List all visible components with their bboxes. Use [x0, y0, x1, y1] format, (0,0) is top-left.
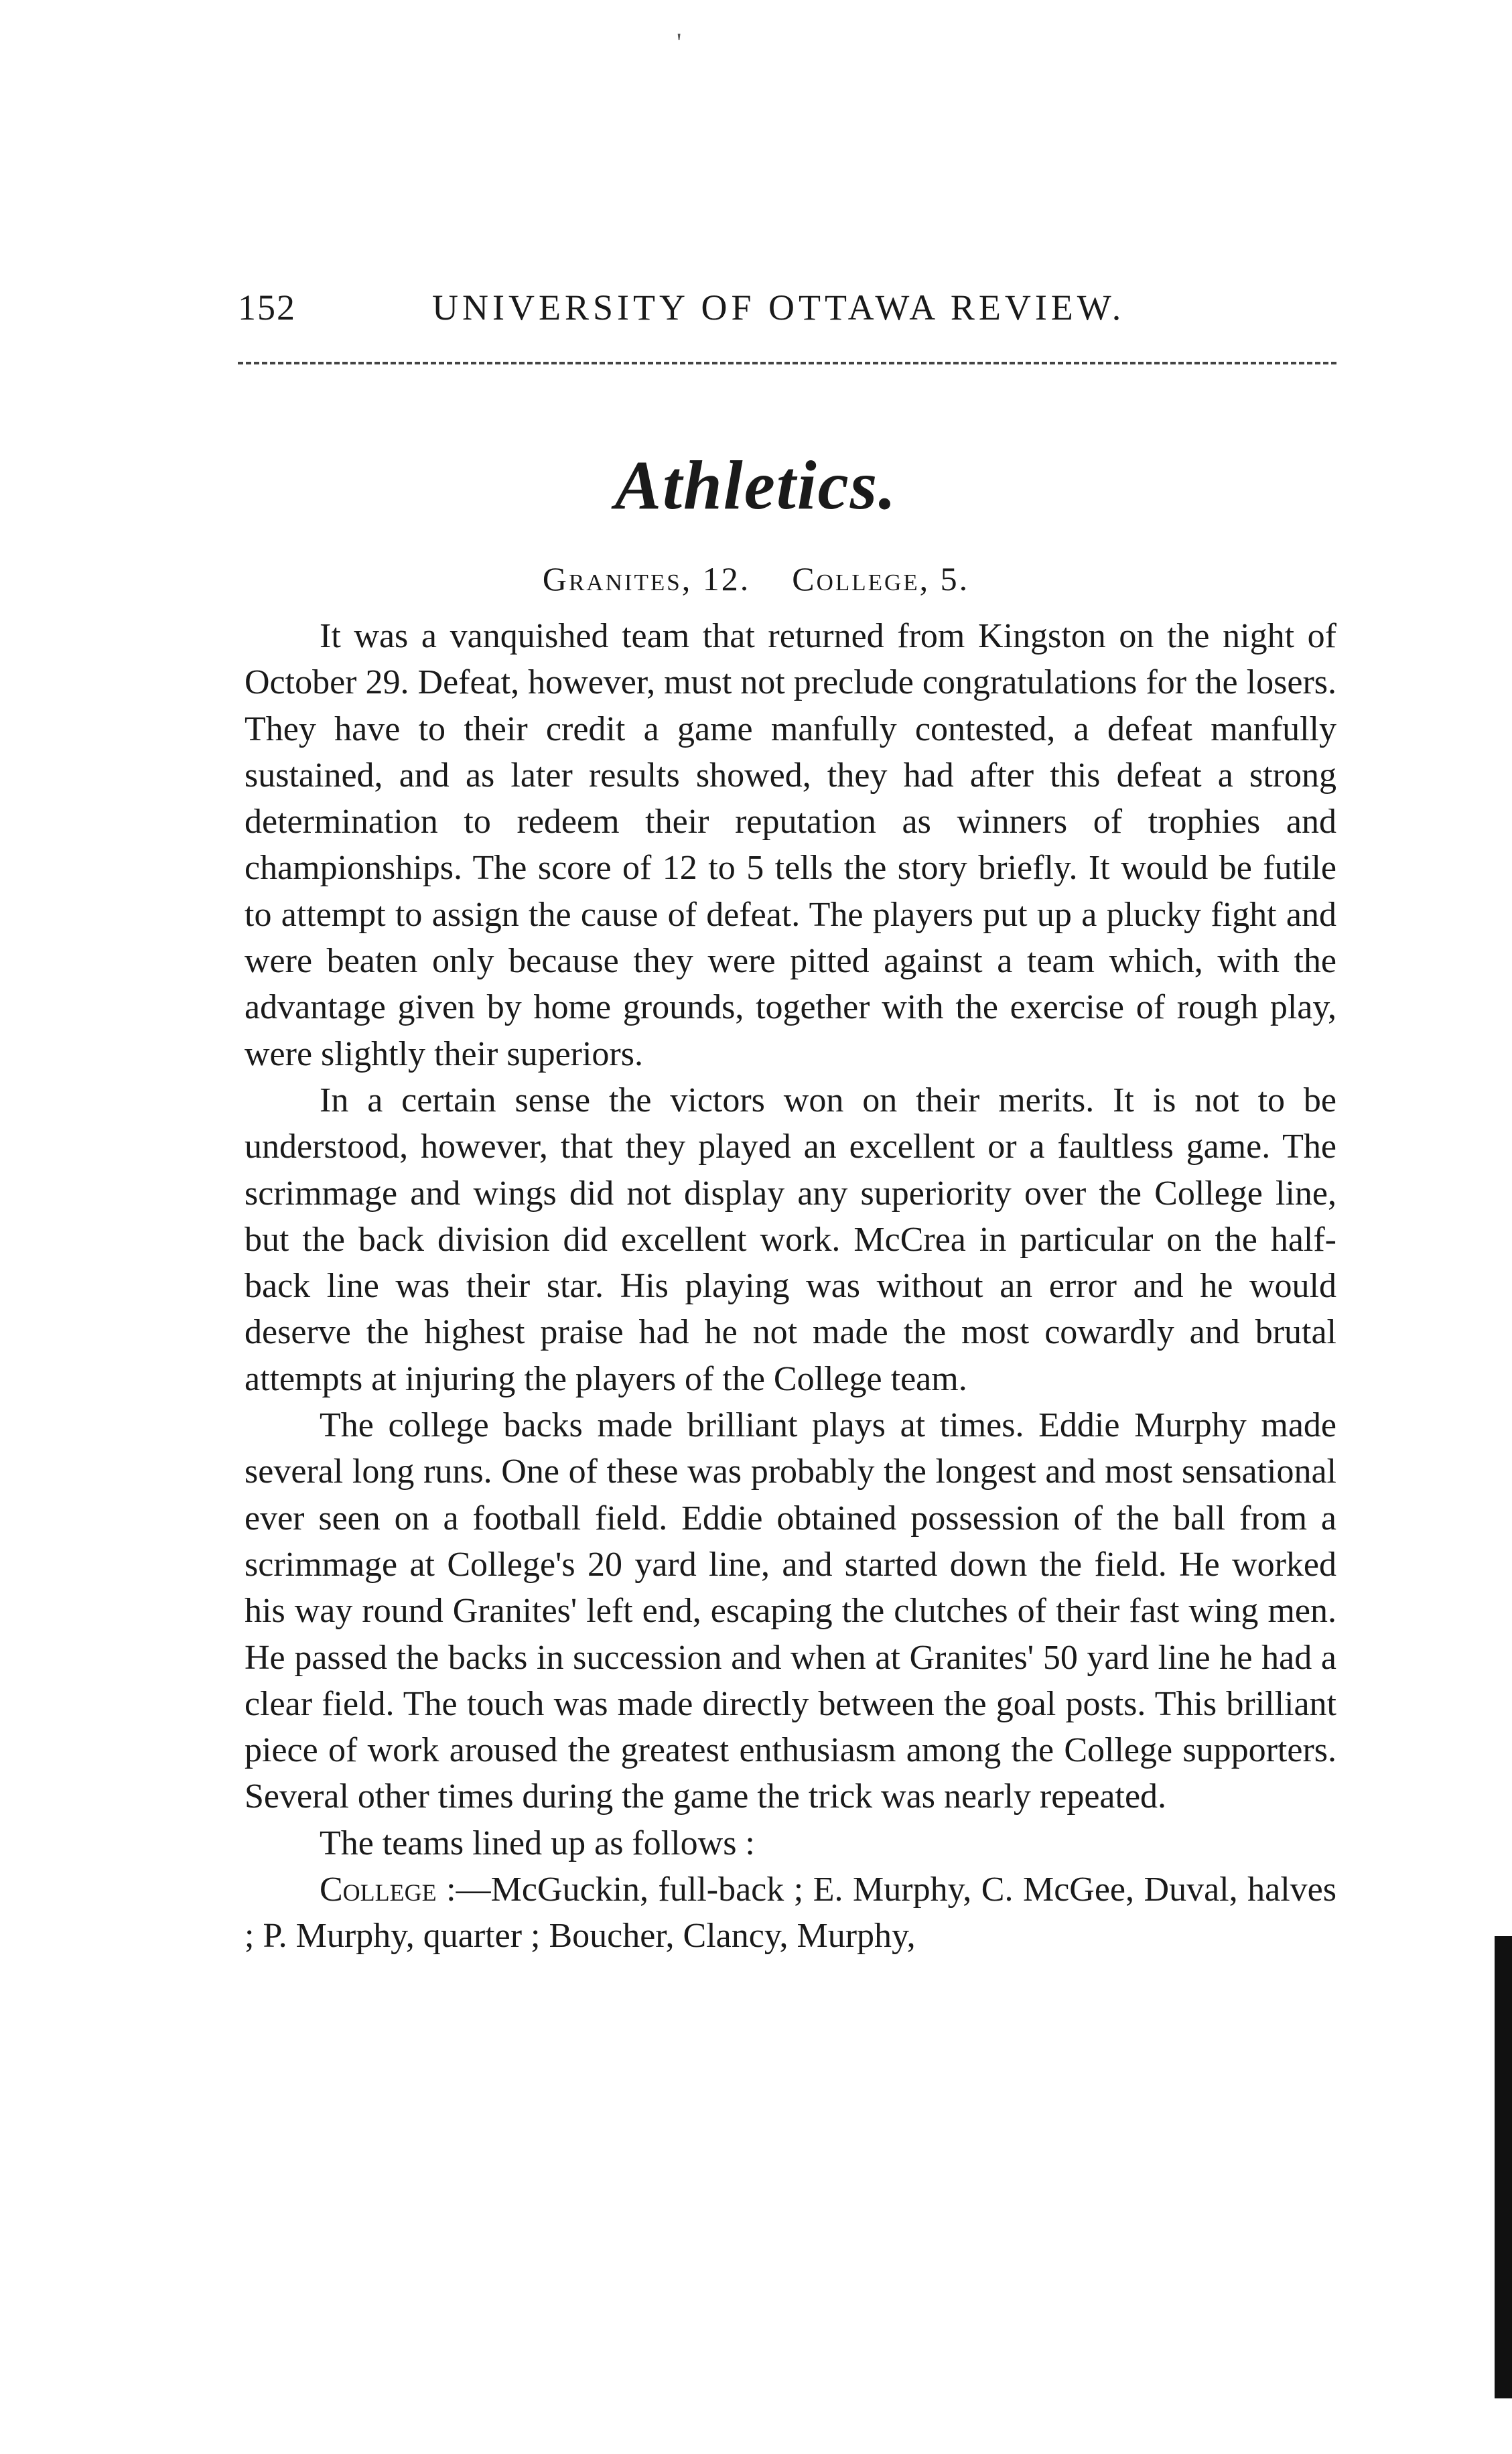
paragraph: The college backs made brilliant plays at times. Eddie Murphy made several long runs. One of these was probably the longest and most sensational ever seen on a football field. Eddie obtained possession of the ball from a scrimmage at College's 20 yard line, and started down the field. He worked his way round Granites' left end, escaping the clutches of their fast wing men. He passed the backs in succession and when at Granites' 50 yard line he had a clear field. The touch was made directly between the goal posts. This brilliant piece of work aroused the greatest enthusiasm among the College supporters. Several other times during the game the trick was nearly repeated. — [245, 1406, 1336, 1816]
lineup-players: McGuckin, full-back ; E. Murphy, C. McGee, Duval, halves ; P. Murphy, quarter ; Boucher, Clancy, Murphy, — [245, 1870, 1336, 1956]
team1-score: 12. — [702, 560, 751, 598]
team2-name: College — [792, 560, 920, 598]
paragraph: It was a vanquished team that returned from Kingston on the night of October 29. Defeat, however, must not preclude congratulations for the losers. They have to their credit a game manfully contested, a defeat manfully sustained, and as later results showed, they had after this defeat a strong determination to redeem their reputation as winners of trophies and championships. The score of 12 to 5 tells the story briefly. It would be futile to attempt to assign the cause of defeat. The players put up a plucky fight and were beaten only because they were pitted against a team which, with the advantage given by home grounds, together with the exercise of rough play, were slightly their superiors. — [245, 617, 1336, 1073]
page-number: 152 — [238, 287, 296, 328]
journal-title: UNIVERSITY OF OTTAWA REVIEW. — [432, 287, 1125, 328]
lineup-paragraph — [245, 1866, 1336, 1960]
running-header — [238, 287, 1336, 340]
team1-name: Granites — [542, 560, 682, 598]
match-score: Granites, 12. College, 5. — [542, 560, 970, 598]
article-body — [245, 613, 1336, 1960]
paragraph: The teams lined up as follows : — [320, 1824, 755, 1862]
paragraph: In a certain sense the victors won on their merits. It is not to be understood, however, that they played an excellent or a faultless game. The scrimmage and wings did not display any superiority over the College line, but the back division did excellent work. McCrea in particular on the half-back line was their star. His playing was without an error and he would deserve the highest praise had he not made the most cowardly and brutal attempts at injuring the players of the College team. — [245, 1081, 1336, 1398]
section-title: Athletics. — [614, 447, 898, 524]
team2-score: 5. — [940, 560, 970, 598]
page-edge-shadow — [1495, 1936, 1512, 2398]
scan-mark: ' — [677, 27, 682, 58]
header-rule — [238, 362, 1336, 364]
lineup-team-label: College :— — [320, 1870, 491, 1909]
